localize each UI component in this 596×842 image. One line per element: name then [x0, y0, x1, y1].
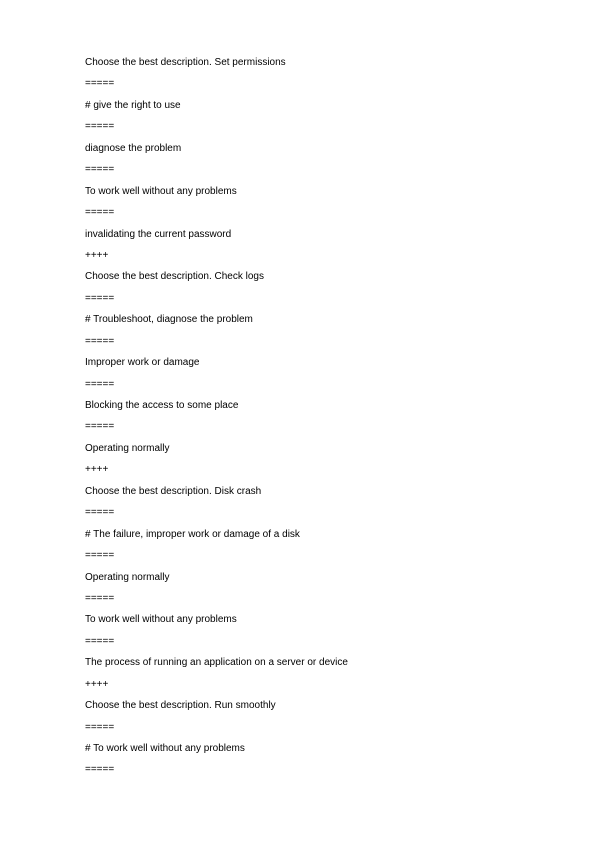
correct-answer: # The failure, improper work or damage of a disk: [85, 528, 300, 540]
separator: =====: [85, 721, 115, 733]
correct-answer: # give the right to use: [85, 99, 181, 111]
separator: =====: [85, 292, 115, 304]
answer-option: To work well without any problems: [85, 185, 237, 197]
document-body: [85, 56, 525, 785]
correct-answer: # Troubleshoot, diagnose the problem: [85, 314, 253, 326]
answer-option: invalidating the current password: [85, 228, 232, 240]
separator: =====: [85, 550, 115, 562]
answer-option: To work well without any problems: [85, 614, 237, 626]
answer-option: diagnose the problem: [85, 142, 182, 154]
question-separator: ++++: [85, 678, 109, 690]
correct-answer: # To work well without any problems: [85, 743, 245, 754]
answer-option: The process of running an application on a server or device: [85, 657, 348, 669]
separator: =====: [85, 635, 115, 647]
separator: =====: [85, 507, 115, 519]
answer-option: Operating normally: [85, 571, 170, 583]
answer-option: Improper work or damage: [85, 357, 200, 369]
answer-option: Blocking the access to some place: [85, 400, 239, 411]
separator: =====: [85, 592, 115, 604]
separator: =====: [85, 121, 115, 133]
answer-option: Operating normally: [85, 442, 170, 454]
question-prompt: Choose the best description. Run smoothly: [85, 700, 276, 712]
question-separator: ++++: [85, 464, 109, 476]
separator: =====: [85, 764, 115, 776]
separator: =====: [85, 421, 115, 433]
separator: =====: [85, 164, 115, 176]
question-separator: ++++: [85, 249, 109, 261]
separator: =====: [85, 378, 115, 390]
separator: =====: [85, 207, 115, 219]
separator: =====: [85, 335, 115, 347]
separator: =====: [85, 78, 115, 90]
question-prompt: Choose the best description. Check logs: [85, 271, 264, 283]
question-prompt: Choose the best description. Set permissions: [85, 57, 286, 68]
question-prompt: Choose the best description. Disk crash: [85, 485, 262, 497]
